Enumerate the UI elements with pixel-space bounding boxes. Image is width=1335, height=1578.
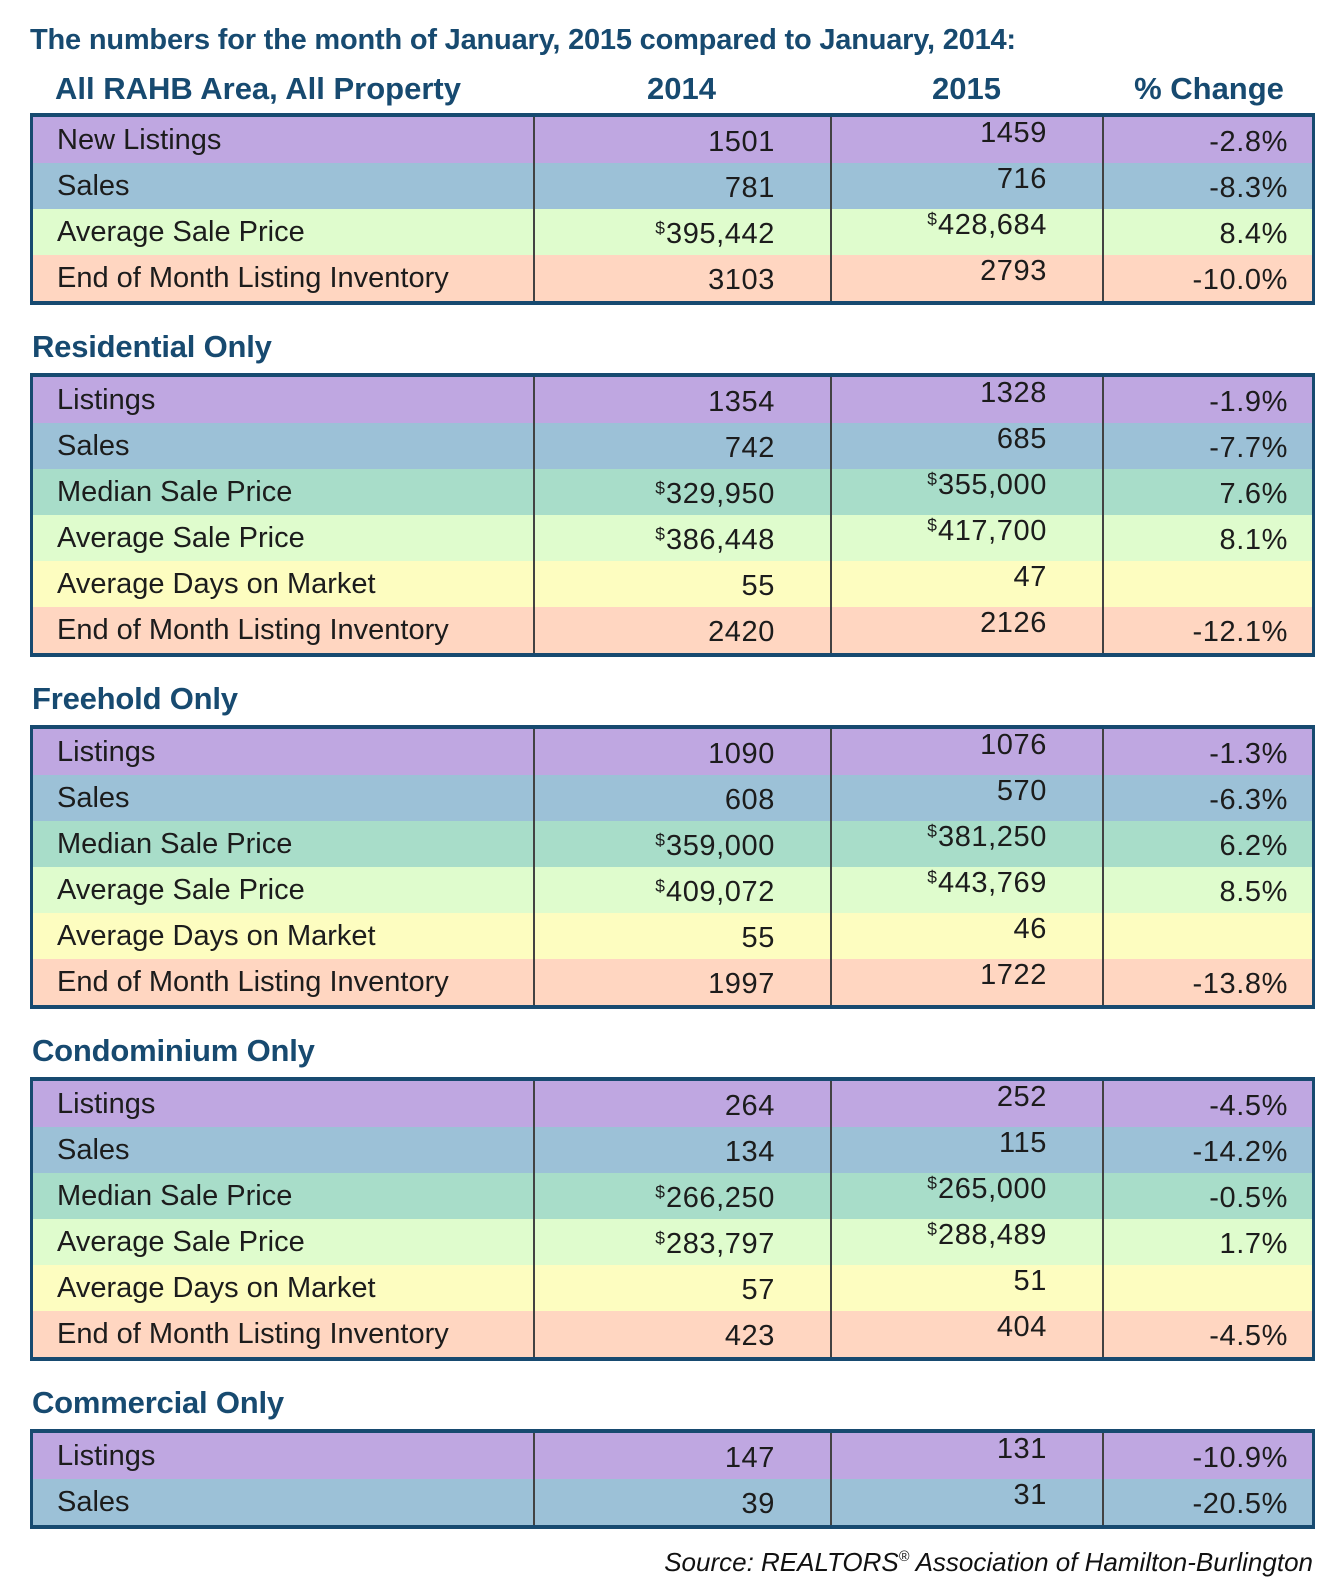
- value-2014: 134: [533, 1127, 830, 1173]
- value-pct-change: -12.1%: [1102, 607, 1312, 653]
- section-heading-commercial-only: Commercial Only: [32, 1385, 284, 1420]
- value-pct-change: -6.3%: [1102, 775, 1312, 821]
- table-row: [33, 1127, 1312, 1173]
- value-2014: $395,442: [533, 209, 830, 255]
- dollar-sign: $: [655, 477, 665, 498]
- value-2015: 46: [830, 913, 1102, 959]
- table-row: [33, 775, 1312, 821]
- data-table-residential-only: [30, 373, 1315, 657]
- value-2014: $266,250: [533, 1173, 830, 1219]
- table-header-row: [30, 71, 1315, 107]
- table-row: [33, 959, 1312, 1005]
- value-2015: 1328: [830, 377, 1102, 423]
- table-row: [33, 1265, 1312, 1311]
- value-2015: 2126: [830, 607, 1102, 653]
- row-label: Sales: [57, 429, 130, 462]
- dollar-sign: $: [927, 469, 937, 489]
- value-pct-change: -10.0%: [1102, 255, 1312, 301]
- row-label: Average Sale Price: [57, 1225, 305, 1258]
- value-2015: 51: [830, 1265, 1102, 1311]
- table-row: [33, 1219, 1312, 1265]
- value-2014: $283,797: [533, 1219, 830, 1265]
- value-2014: $359,000: [533, 821, 830, 867]
- value-pct-change: -4.5%: [1102, 1311, 1312, 1357]
- value-2014: 264: [533, 1081, 830, 1127]
- value-pct-change: 8.1%: [1102, 515, 1312, 561]
- value-pct-change: -7.7%: [1102, 423, 1312, 469]
- table-row: [33, 913, 1312, 959]
- table-row: [33, 1479, 1312, 1525]
- value-2014: 3103: [533, 255, 830, 301]
- data-table-freehold-only: [30, 725, 1315, 1009]
- row-label: Average Days on Market: [57, 567, 376, 600]
- value-2015: 131: [830, 1433, 1102, 1479]
- table-row: [33, 1433, 1312, 1479]
- value-2015: $428,684: [830, 209, 1102, 255]
- value-2015: 1722: [830, 959, 1102, 1005]
- value-pct-change: -13.8%: [1102, 959, 1312, 1005]
- row-label: Median Sale Price: [57, 1179, 293, 1212]
- dollar-sign: $: [927, 867, 937, 887]
- row-label: Average Sale Price: [57, 521, 305, 554]
- value-2015: 115: [830, 1127, 1102, 1173]
- row-label: New Listings: [57, 123, 222, 156]
- value-pct-change: -20.5%: [1102, 1479, 1312, 1525]
- data-table-all-rahb-area: [30, 113, 1315, 305]
- row-label: Median Sale Price: [57, 827, 293, 860]
- table-row: [33, 255, 1312, 301]
- value-2014: $329,950: [533, 469, 830, 515]
- table-row: [33, 423, 1312, 469]
- value-2014: $409,072: [533, 867, 830, 913]
- dollar-sign: $: [927, 1219, 937, 1239]
- value-pct-change: -4.5%: [1102, 1081, 1312, 1127]
- value-2014: 2420: [533, 607, 830, 653]
- value-2014: 39: [533, 1479, 830, 1525]
- value-pct-change: 1.7%: [1102, 1219, 1312, 1265]
- value-2014: $386,448: [533, 515, 830, 561]
- value-2014: 742: [533, 423, 830, 469]
- table-row: [33, 469, 1312, 515]
- row-label: Sales: [57, 1133, 130, 1166]
- value-2014: 608: [533, 775, 830, 821]
- table-row: [33, 821, 1312, 867]
- row-label: Sales: [57, 169, 130, 202]
- source-note: [30, 1547, 1315, 1578]
- dollar-sign: $: [655, 523, 665, 544]
- row-label: Sales: [57, 1485, 130, 1518]
- value-2015: $288,489: [830, 1219, 1102, 1265]
- dollar-sign: $: [655, 217, 665, 238]
- value-pct-change: 8.4%: [1102, 209, 1312, 255]
- value-pct-change: [1102, 913, 1312, 959]
- value-2015: $265,000: [830, 1173, 1102, 1219]
- value-2014: 781: [533, 163, 830, 209]
- value-2014: 55: [533, 913, 830, 959]
- row-label: Average Days on Market: [57, 919, 376, 952]
- value-2015: 716: [830, 163, 1102, 209]
- table-row: [33, 1311, 1312, 1357]
- value-2014: 1501: [533, 117, 830, 163]
- value-pct-change: -1.9%: [1102, 377, 1312, 423]
- value-2015: 252: [830, 1081, 1102, 1127]
- value-2014: 147: [533, 1433, 830, 1479]
- data-table-condominium-only: [30, 1077, 1315, 1361]
- value-2015: 1076: [830, 729, 1102, 775]
- row-label: Listings: [57, 383, 156, 416]
- row-label: Listings: [57, 735, 156, 768]
- dollar-sign: $: [927, 515, 937, 535]
- value-pct-change: [1102, 1265, 1312, 1311]
- row-label: Median Sale Price: [57, 475, 293, 508]
- value-pct-change: -10.9%: [1102, 1433, 1312, 1479]
- sections-container: [30, 113, 1315, 1529]
- value-pct-change: 6.2%: [1102, 821, 1312, 867]
- table-row: [33, 117, 1312, 163]
- value-pct-change: -0.5%: [1102, 1173, 1312, 1219]
- value-2015: 404: [830, 1311, 1102, 1357]
- dollar-sign: $: [655, 829, 665, 850]
- value-pct-change: -8.3%: [1102, 163, 1312, 209]
- section-heading-condominium-only: Condominium Only: [32, 1033, 315, 1068]
- dollar-sign: $: [655, 1181, 665, 1202]
- table-row: [33, 163, 1312, 209]
- dollar-sign: $: [927, 209, 937, 229]
- column-header-2014: 2014: [647, 71, 716, 106]
- table-row: [33, 209, 1312, 255]
- value-2015: 1459: [830, 117, 1102, 163]
- row-label: End of Month Listing Inventory: [57, 1317, 449, 1350]
- value-2015: $381,250: [830, 821, 1102, 867]
- dollar-sign: $: [927, 1173, 937, 1193]
- table-row: [33, 515, 1312, 561]
- value-2015: 685: [830, 423, 1102, 469]
- value-pct-change: 7.6%: [1102, 469, 1312, 515]
- data-table-commercial-only: [30, 1429, 1315, 1529]
- table-row: [33, 867, 1312, 913]
- section-heading-freehold-only: Freehold Only: [32, 681, 238, 716]
- row-label: Average Sale Price: [57, 873, 305, 906]
- source-note-suffix: Association of Hamilton-Burlington: [909, 1547, 1313, 1577]
- value-2014: 1090: [533, 729, 830, 775]
- value-pct-change: [1102, 561, 1312, 607]
- value-2015: 570: [830, 775, 1102, 821]
- row-label: Listings: [57, 1087, 156, 1120]
- row-label: Average Days on Market: [57, 1271, 376, 1304]
- table-row: [33, 1081, 1312, 1127]
- source-note-prefix: Source: REALTORS: [664, 1547, 899, 1577]
- dollar-sign: $: [655, 1227, 665, 1248]
- value-2015: $417,700: [830, 515, 1102, 561]
- column-header-2015: 2015: [932, 71, 1001, 106]
- column-header-area: All RAHB Area, All Property: [55, 71, 461, 106]
- value-pct-change: -2.8%: [1102, 117, 1312, 163]
- row-label: Listings: [57, 1439, 156, 1472]
- value-2015: 31: [830, 1479, 1102, 1525]
- value-pct-change: -1.3%: [1102, 729, 1312, 775]
- table-row: [33, 377, 1312, 423]
- registered-mark: ®: [898, 1549, 910, 1565]
- value-2015: 2793: [830, 255, 1102, 301]
- column-header-pct-change: % Change: [1134, 71, 1284, 106]
- row-label: End of Month Listing Inventory: [57, 965, 449, 998]
- value-2014: 1354: [533, 377, 830, 423]
- row-label: End of Month Listing Inventory: [57, 613, 449, 646]
- table-row: [33, 561, 1312, 607]
- value-pct-change: -14.2%: [1102, 1127, 1312, 1173]
- dollar-sign: $: [927, 821, 937, 841]
- row-label: Sales: [57, 781, 130, 814]
- value-2015: $443,769: [830, 867, 1102, 913]
- value-2015: 47: [830, 561, 1102, 607]
- section-heading-residential-only: Residential Only: [32, 329, 272, 364]
- row-label: Average Sale Price: [57, 215, 305, 248]
- dollar-sign: $: [655, 875, 665, 896]
- row-label: End of Month Listing Inventory: [57, 261, 449, 294]
- table-row: [33, 1173, 1312, 1219]
- page-title: The numbers for the month of January, 2015 compared to January, 2014:: [30, 24, 1016, 56]
- value-2015: $355,000: [830, 469, 1102, 515]
- table-row: [33, 607, 1312, 653]
- value-2014: 1997: [533, 959, 830, 1005]
- value-pct-change: 8.5%: [1102, 867, 1312, 913]
- table-row: [33, 729, 1312, 775]
- value-2014: 55: [533, 561, 830, 607]
- value-2014: 57: [533, 1265, 830, 1311]
- value-2014: 423: [533, 1311, 830, 1357]
